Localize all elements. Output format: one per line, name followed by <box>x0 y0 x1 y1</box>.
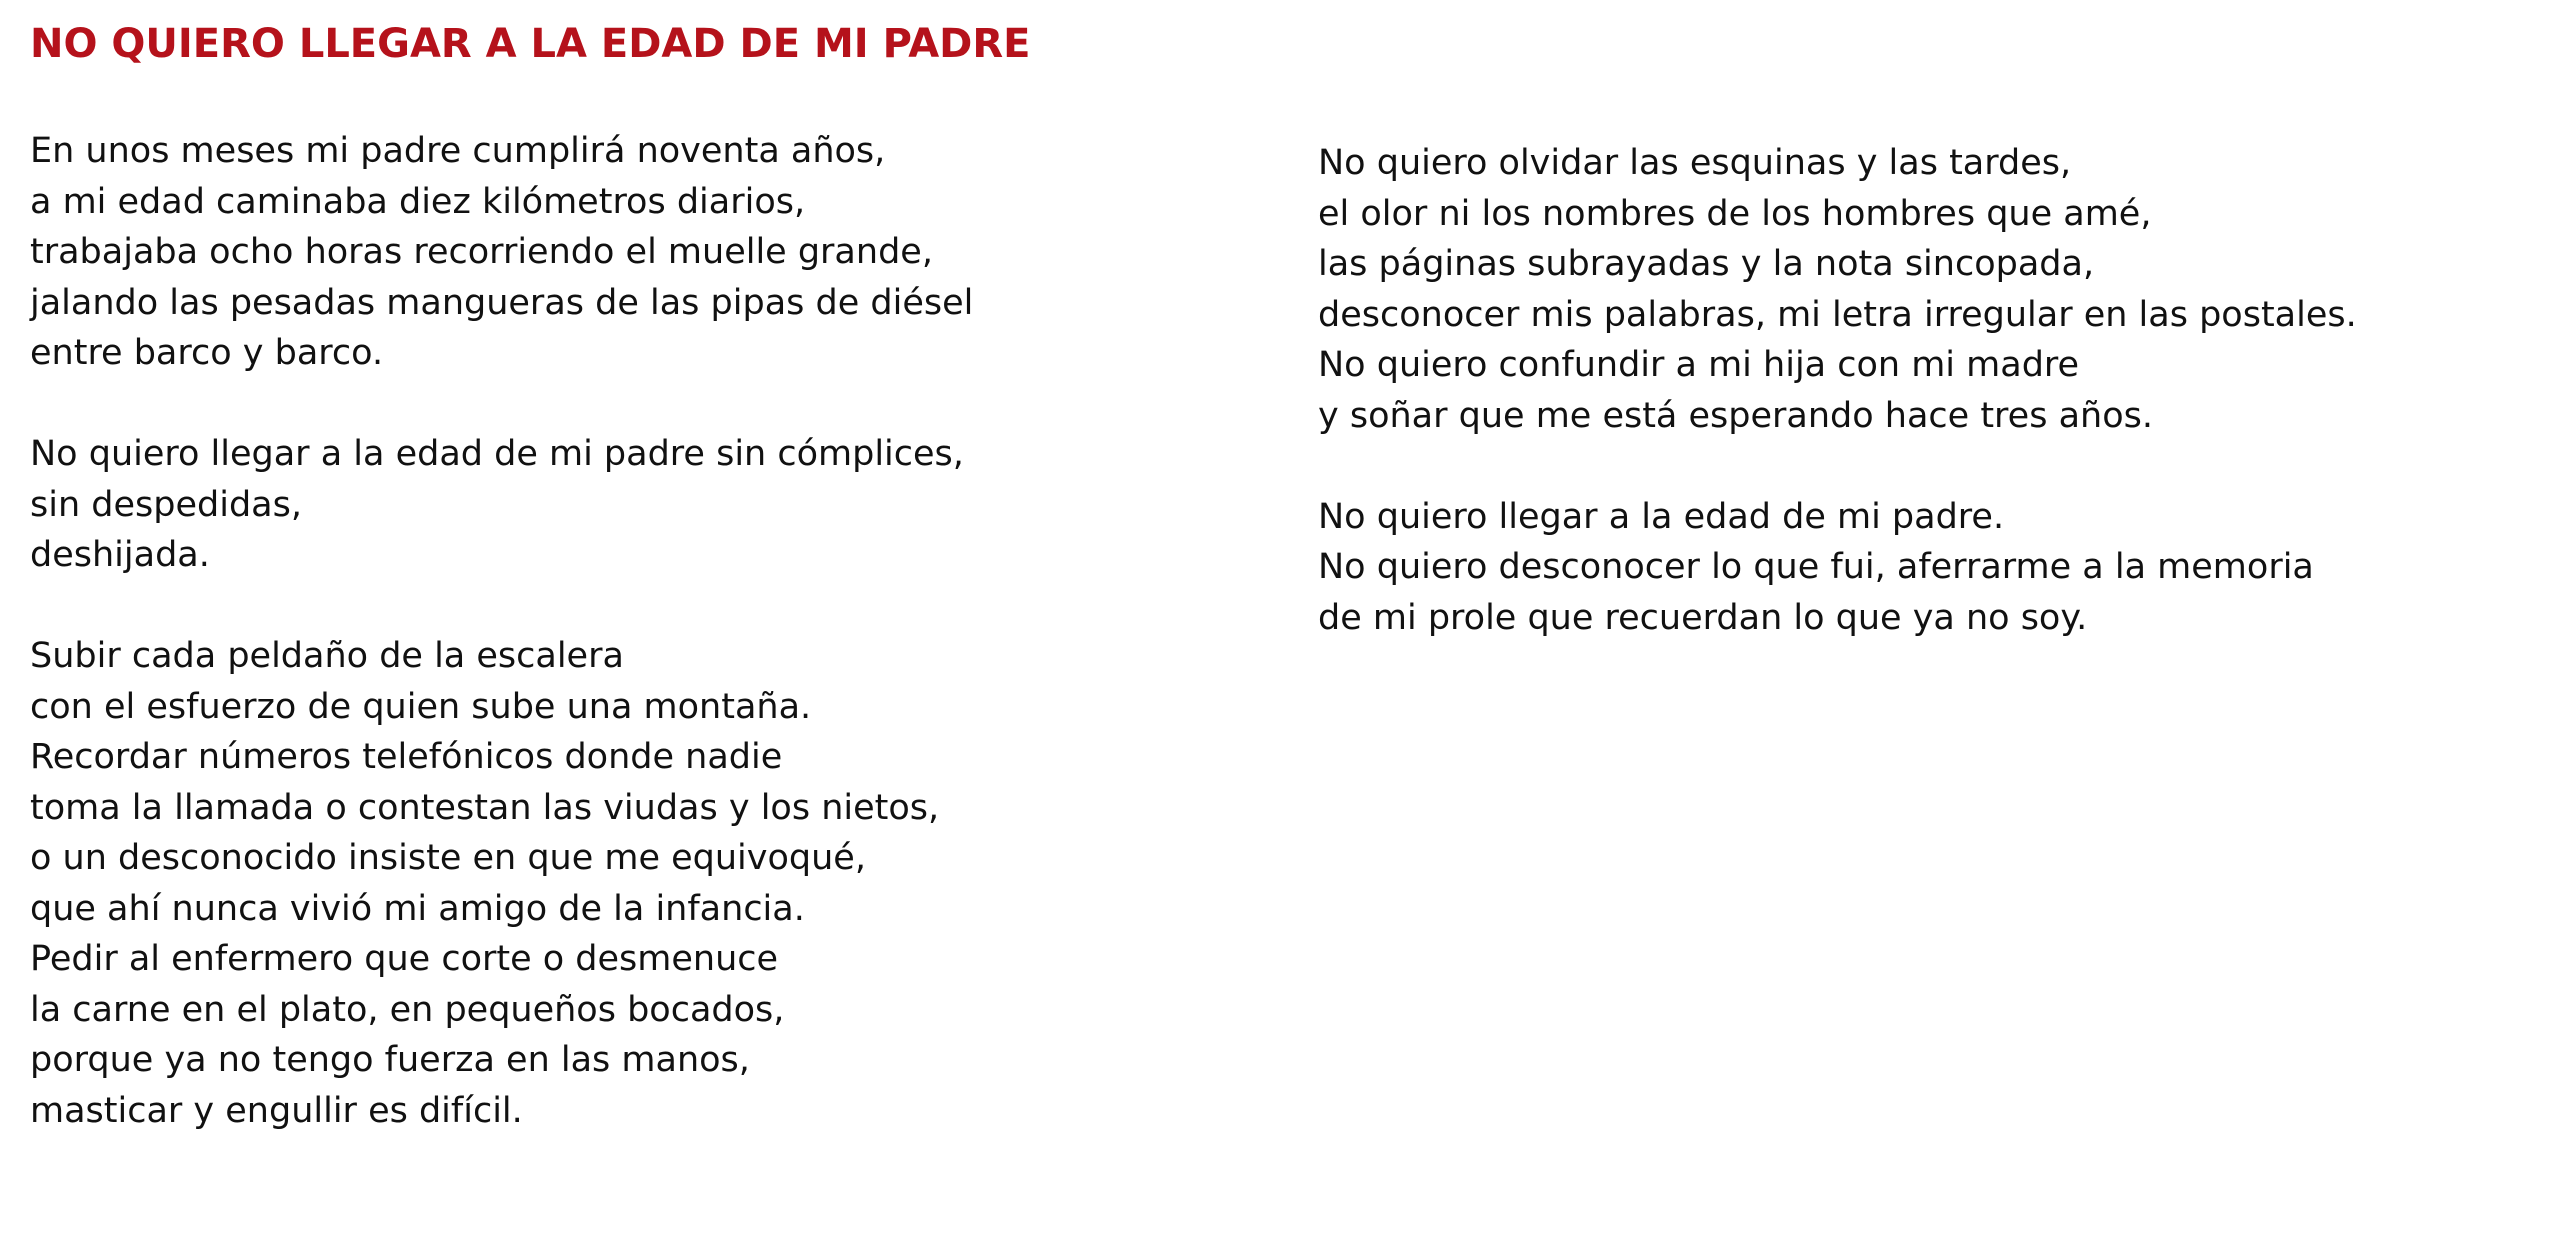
verse-line: y soñar que me está esperando hace tres años. <box>1318 395 2153 436</box>
poem-column-left <box>30 126 1270 1136</box>
verse-line: desconocer mis palabras, mi letra irregular en las postales. <box>1318 294 2357 335</box>
verse-line: No quiero llegar a la edad de mi padre sin cómplices, <box>30 434 964 474</box>
verse-line: Recordar números telefónicos donde nadie <box>30 737 783 777</box>
verse-line: Pedir al enfermero que corte o desmenuce <box>30 939 779 979</box>
stanza <box>1318 492 2538 644</box>
poem-title: NO QUIERO LLEGAR A LA EDAD DE MI PADRE <box>30 21 1031 67</box>
stanza <box>30 126 1270 379</box>
verse-line: a mi edad caminaba diez kilómetros diarios, <box>30 181 806 222</box>
stanza <box>30 429 1270 581</box>
stanza <box>30 631 1270 1136</box>
verse-line: porque ya no tengo fuerza en las manos, <box>30 1040 750 1080</box>
verse-line: la carne en el plato, en pequeños bocados, <box>30 989 785 1030</box>
verse-line: sin despedidas, <box>30 484 302 525</box>
verse-line: trabajaba ocho horas recorriendo el muelle grande, <box>30 232 933 272</box>
verse-line: No quiero desconocer lo que fui, aferrarme a la memoria <box>1318 547 2314 587</box>
verse-line: deshijada. <box>30 535 210 575</box>
verse-line: masticar y engullir es difícil. <box>30 1090 523 1131</box>
verse-line: las páginas subrayadas y la nota sincopada, <box>1318 244 2095 284</box>
verse-line: jalando las pesadas mangueras de las pipas de diésel <box>30 282 974 323</box>
stanza <box>1318 138 2538 441</box>
poem-column-right <box>1318 138 2538 643</box>
verse-line: toma la llamada o contestan las viudas y los nietos, <box>30 787 940 828</box>
verse-line: con el esfuerzo de quien sube una montaña. <box>30 686 812 727</box>
verse-line: el olor ni los nombres de los hombres que amé, <box>1318 193 2152 234</box>
verse-line: o un desconocido insiste en que me equivoqué, <box>30 838 866 878</box>
verse-line: que ahí nunca vivió mi amigo de la infancia. <box>30 888 805 929</box>
verse-line: No quiero confundir a mi hija con mi madre <box>1318 345 2080 385</box>
verse-line: de mi prole que recuerdan lo que ya no soy. <box>1318 597 2088 638</box>
verse-line: No quiero llegar a la edad de mi padre. <box>1318 496 2005 537</box>
verse-line: En unos meses mi padre cumplirá noventa años, <box>30 131 886 171</box>
verse-line: Subir cada peldaño de la escalera <box>30 636 624 676</box>
verse-line: No quiero olvidar las esquinas y las tardes, <box>1318 143 2072 183</box>
verse-line: entre barco y barco. <box>30 333 384 373</box>
